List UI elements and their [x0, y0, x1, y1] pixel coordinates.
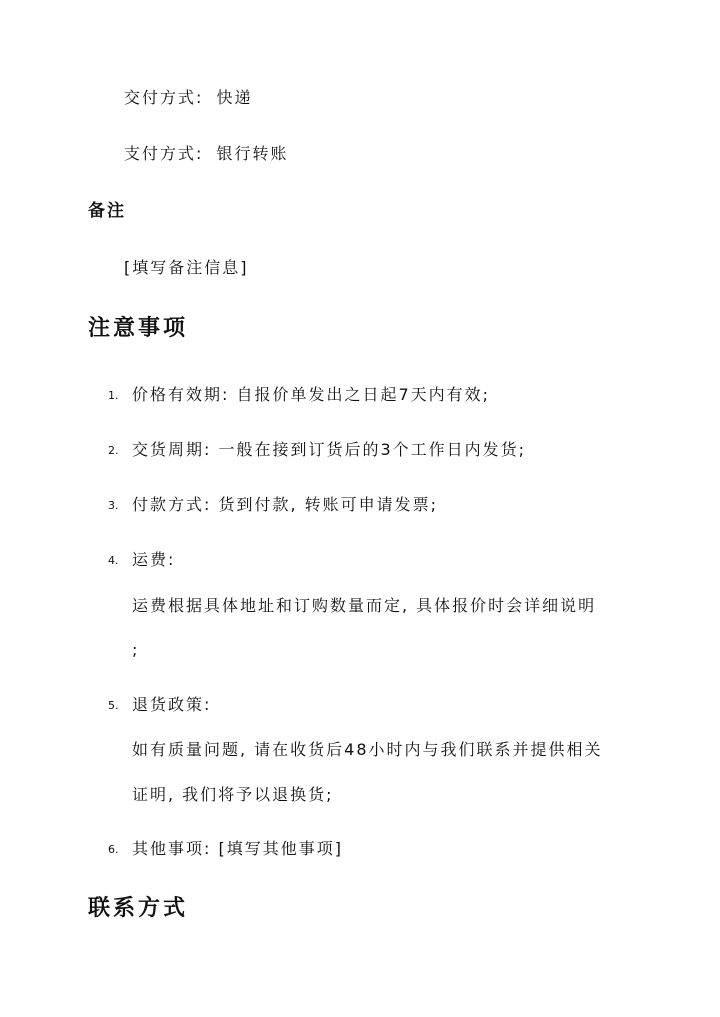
- remarks-heading: 备注: [88, 201, 126, 221]
- list-item-number: 2.: [108, 444, 119, 457]
- payment-method-value: 银行转账: [216, 144, 289, 163]
- list-item: 其他事项: [填写其他事项]: [132, 839, 343, 858]
- list-item-detail-cont: ;: [132, 640, 140, 659]
- delivery-method-line: [124, 88, 253, 108]
- list-item: 付款方式: 货到付款, 转账可申请发票;: [132, 495, 439, 514]
- list-item: 退货政策:: [132, 695, 212, 714]
- list-item-detail: 如有质量问题, 请在收货后48小时内与我们联系并提供相关: [132, 740, 603, 759]
- list-item: 价格有效期: 自报价单发出之日起7天内有效;: [132, 385, 491, 404]
- list-item-number: 3.: [108, 499, 119, 512]
- list-item-detail-cont: 证明, 我们将予以退换货;: [132, 785, 334, 804]
- delivery-method-value: 快递: [216, 88, 253, 107]
- contact-heading: 联系方式: [88, 896, 189, 921]
- delivery-method-label: 交付方式:: [124, 88, 204, 107]
- list-item: 交货周期: 一般在接到订货后的3个工作日内发货;: [132, 440, 527, 459]
- list-item-number: 6.: [108, 843, 119, 856]
- payment-method-label: 支付方式:: [124, 144, 204, 163]
- remarks-content: [填写备注信息]: [124, 258, 249, 277]
- list-item-number: 4.: [108, 554, 119, 567]
- list-item: 运费:: [132, 550, 176, 569]
- notes-heading: 注意事项: [88, 316, 189, 341]
- list-item-number: 5.: [108, 699, 119, 712]
- payment-method-line: [124, 144, 289, 164]
- list-item-number: 1.: [108, 389, 119, 402]
- list-item-detail: 运费根据具体地址和订购数量而定, 具体报价时会详细说明: [132, 596, 597, 615]
